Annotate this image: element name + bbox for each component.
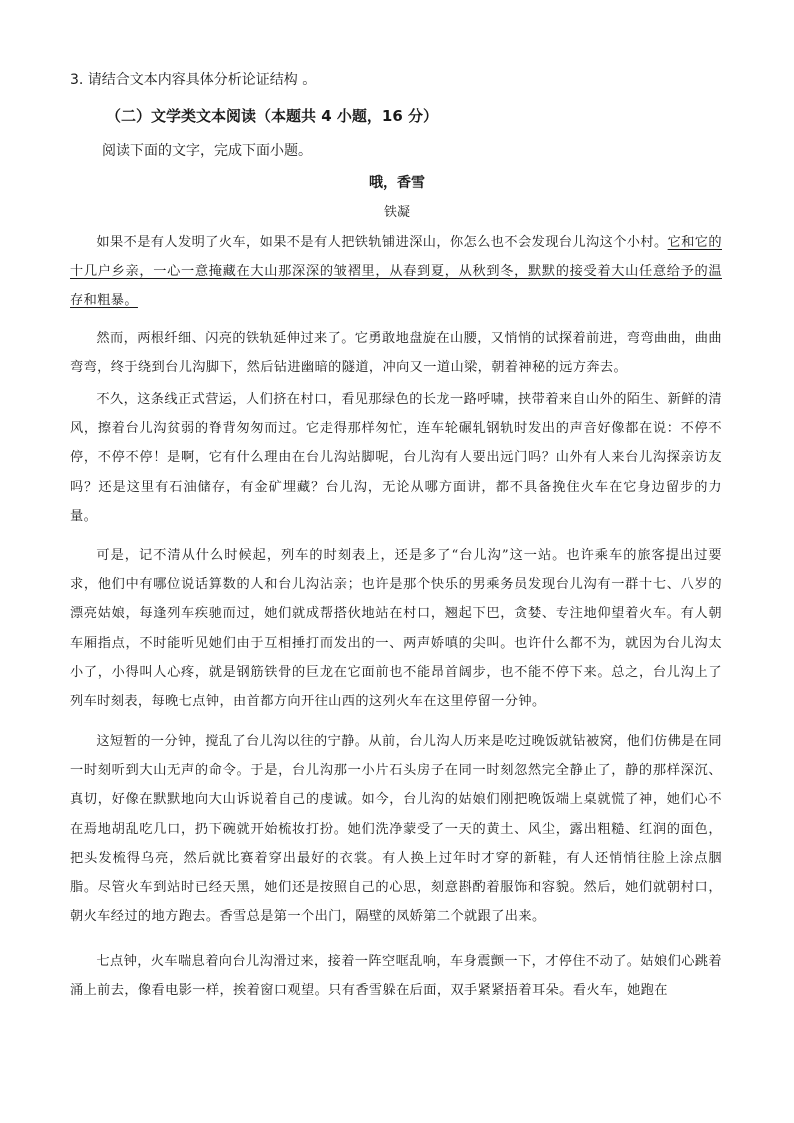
- story-paragraph-2: 然而，两根纤细、闪亮的铁轨延伸过来了。它勇敢地盘旋在山腰，又悄悄的试探着前进，弯弯曲曲，曲曲弯弯，终于绕到台儿沟脚下，然后钻进幽暗的隧道，冲向又一道山梁，朝着神秘的远方奔去。: [70, 331, 722, 376]
- story-paragraph-4: 可是，记不清从什么时候起，列车的时刻表上，还是多了“台儿沟”这一站。也许乘车的旅客提出过要求，他们中有哪位说话算数的人和台儿沟沾亲；也许是那个快乐的男乘务员发现台儿沟有一群十七、八岁的漂亮姑娘，每逢列车疾驰而过，她们就成帮搭伙地站在村口，翘起下巴，贪婪、专注地仰望着火车。有人朝车厢指点，不时能听见她们由于互相捶打而发出的一、两声娇嗔的尖叫。也许什么都不为，就因为台儿沟太小了，小得叫人心疼，就是钢筋铁骨的巨龙在它面前也不能昂首阔步，也不能不停下来。总之，台儿沟上了列车时刻表，每晚七点钟，由首都方向开往山西的这列火车在这里停留一分钟。: [70, 548, 722, 710]
- story-author: 铁凝: [383, 205, 410, 220]
- paragraph-1-plain-text: 如果不是有人发明了火车，如果不是有人把铁轨铺进深山，你怎么也不会发现台儿沟这个小村。: [96, 235, 668, 250]
- story-title: 哦，香雪: [369, 175, 425, 191]
- underlined-passage: 它和它的十几户乡亲，一心一意掩藏在大山那深深的皱褶里，从春到夏，从秋到冬，默默的接受着大山任意给予的温存和粗暴。: [70, 235, 722, 309]
- story-paragraph-1: [70, 228, 722, 316]
- story-paragraph-5: 这短暂的一分钟，搅乱了台儿沟以往的宁静。从前，台儿沟人历来是吃过晚饭就钻被窝，他们仿佛是在同一时刻听到大山无声的命令。于是，台儿沟那一小片石头房子在同一时刻忽然完全静止了，静的那样深沉、真切，好像在默默地向大山诉说着自己的虔诚。如今，台儿沟的姑娘们刚把晚饭端上桌就慌了神，她们心不在焉地胡乱吃几口，扔下碗就开始梳妆打扮。她们洗净蒙受了一天的黄土、风尘，露出粗糙、红润的面色，把头发梳得乌亮，然后就比赛着穿出最好的衣裳。有人换上过年时才穿的新鞋，有人还悄悄往脸上涂点胭脂。尽管火车到站时已经天黑，她们还是按照自己的心思，刻意斟酌着服饰和容貌。然后，她们就朝村口，朝火车经过的地方跑去。香雪总是第一个出门，隔壁的凤娇第二个就跟了出来。: [70, 734, 722, 925]
- section-heading: （二）文学类文本阅读（本题共 4 小题，16 分）: [106, 107, 438, 125]
- question-3: 3. 请结合文本内容具体分析论证结构 。: [70, 72, 317, 88]
- story-paragraph-6: 七点钟，火车喘息着向台儿沟滑过来，接着一阵空哐乱响，车身震颤一下，才停住不动了。姑娘们心跳着涌上前去，像看电影一样，挨着窗口观望。只有香雪躲在后面，双手紧紧捂着耳朵。看火车，她跑在: [70, 954, 722, 999]
- reading-instruction: 阅读下面的文字，完成下面小题。: [102, 143, 312, 159]
- story-paragraph-3: 不久，这条线正式营运，人们挤在村口，看见那绿色的长龙一路呼啸，挟带着来自山外的陌生、新鲜的清风，擦着台儿沟贫弱的脊背匆匆而过。它走得那样匆忙，连车轮碾轧钢轨时发出的声音好像都在说：不停不停，不停不停！是啊，它有什么理由在台儿沟站脚呢，台儿沟有人要出远门吗？山外有人来台儿沟探亲访友吗？还是这里有石油储存，有金矿埋藏？台儿沟，无论从哪方面讲，都不具备挽住火车在它身边留步的力量。: [70, 392, 722, 524]
